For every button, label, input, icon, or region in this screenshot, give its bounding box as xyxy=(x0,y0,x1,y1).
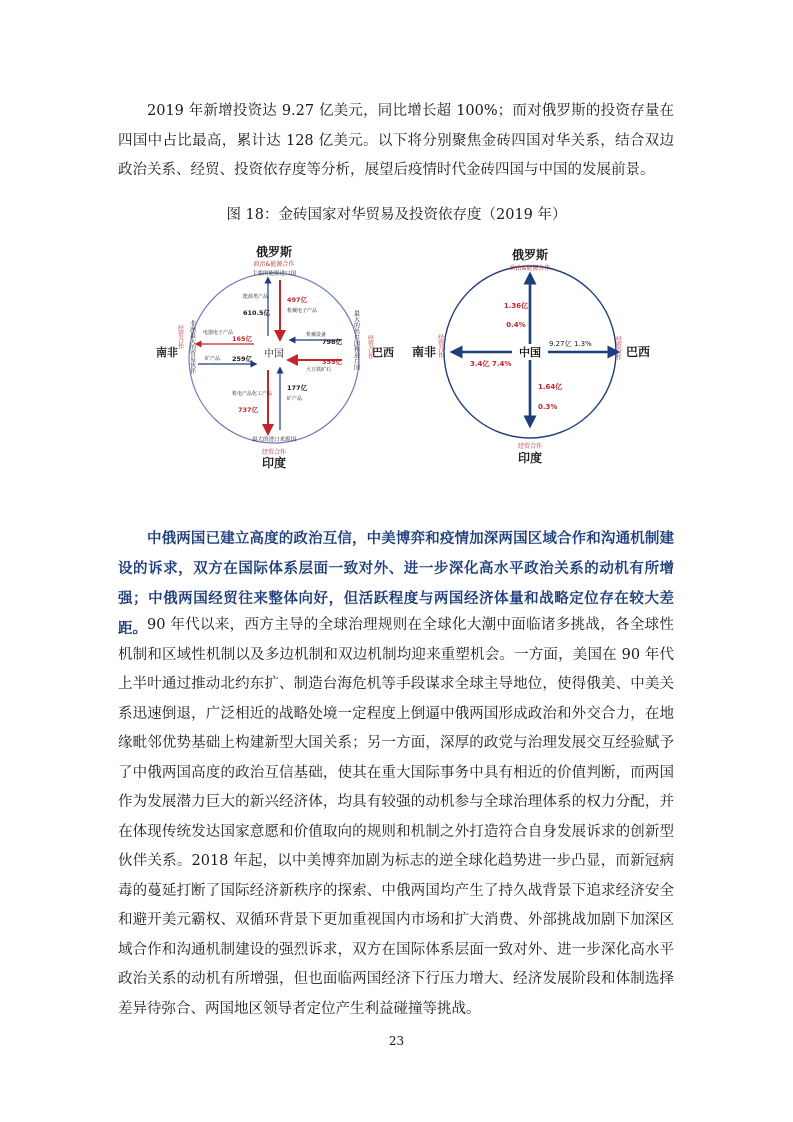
left-north-tag: 政治&能源合作 xyxy=(253,261,295,268)
sa-export-value: 259亿 xyxy=(232,355,253,363)
india-export-value: 177亿 xyxy=(287,384,308,392)
brazil-export-label: 大豆铁矿石 xyxy=(306,367,332,373)
right-west-name: 南非 xyxy=(412,345,437,359)
left-west-tag: 经贸合作 xyxy=(176,325,184,349)
right-west-value: 3.4亿 xyxy=(470,360,490,368)
trade-dependence-diagram xyxy=(150,240,400,472)
sa-import-value: 165亿 xyxy=(232,335,253,343)
left-south-name: 印度 xyxy=(261,456,287,470)
section-headline: 中俄两国已建立高度的政治互信，中美博弈和疫情加深两国区域合作和沟通机制建设的诉求，双方在国际体系层面一致对外、进一步深化高水平政治关系的动机有所增强；中俄两国经贸往来整体向好，但活跃程度与两国经济体量和战略定位存在较大差距。 xyxy=(118,531,674,637)
right-south-tag: 经贸合作 xyxy=(517,443,543,450)
left-south-note: 最大的进口来源国 xyxy=(251,437,297,443)
left-west-name: 南非 xyxy=(156,346,178,359)
right-north-tag: 政治&能源合作 xyxy=(509,265,551,272)
right-west-pct: 7.4% xyxy=(492,360,512,368)
right-center-name: 中国 xyxy=(519,346,541,359)
intro-text: 2019 年新增投资达 9.27 亿美元，同比增长超 100%；而对俄罗斯的投资存量在四国中占比最高，累计达 128 亿美元。以下将分别聚焦金砖四国对华关系，结合双边政治关系、经贸、投资依存度等分析，展望后疫情时代金砖四国与中国的发展前景。 xyxy=(118,103,674,178)
body-text: 90 年代以来，西方主导的全球治理规则在全球化大潮中面临诸多挑战，各全球性机制和区域性机制以及多边机制和双边机制均迎来重塑机会。一方面，美国在 90 年代上半叶通过推动北约东扩、制造台海危机等手段谋求全球主导地位，使得俄美、中美关系迅速倒退，广泛相近的战略处境一定程度上倒逼中俄两国形成政治和外交合力，在地缘毗邻优势基础上构建新型大国关系；另一方面，深厚的政党与治理发展交互经验赋予了中俄两国高度的政治互信基础，使其在重大国际事务中具有相近的价值判断，而两国作为发展潜力巨大的新兴经济体，均具有较强的动机参与全球治理体系的权力分配，并在体现传统发达国家意愿和价值取向的规则和机制之外打造符合自身发展诉求的创新型伙伴关系。2018 年起，以中美博弈加剧为标志的逆全球化趋势进一步凸显，而新冠病毒的蔓延打断了国际经济新秩序的探索、中俄两国均产生了持久战背景下追求经济安全和避开美元霸权、双循环背景下更加重视国内市场和扩大消费、外部挑战加剧下加深区域合作和沟通机制建设的强烈诉求，双方在国际体系层面一致对外、进一步深化高水平政治关系的动机有所增强，但也面临两国经济下行压力增大、经济发展阶段和体制选择差异待弥合、两国地区领导者定位产生利益碰撞等挑战。 xyxy=(118,617,674,1017)
right-west-tag: 经贸合作 xyxy=(436,334,444,358)
figure-title: 图 18：金砖国家对华贸易及投资依存度（2019 年） xyxy=(226,207,567,223)
right-north-value: 1.36亿 xyxy=(503,302,529,310)
investment-dependence-diagram xyxy=(408,240,668,472)
right-east-name: 巴西 xyxy=(626,345,651,359)
right-south-name: 印度 xyxy=(517,451,543,465)
right-east-value: 9.27亿 xyxy=(549,340,572,348)
left-center-name: 中国 xyxy=(264,349,284,360)
sa-import-label: 电器电子产品 xyxy=(203,330,234,336)
left-east-note: 最大的出口国和进口国 xyxy=(352,310,360,370)
intro-paragraph xyxy=(118,97,674,186)
brazil-export-value: 355亿 xyxy=(322,358,343,366)
left-north-name: 俄罗斯 xyxy=(255,245,293,259)
brazil-import-value: 798亿 xyxy=(322,338,343,346)
russia-export-label: 能源类产品 xyxy=(243,294,269,300)
page-number: 23 xyxy=(388,1034,405,1048)
russia-import-value: 497亿 xyxy=(287,296,308,304)
right-south-pct: 0.3% xyxy=(538,403,558,411)
right-east-tag: 经贸合作 xyxy=(614,336,622,360)
brazil-import-label: 机械设备 xyxy=(306,332,327,338)
left-east-tag: 经贸合作 xyxy=(366,335,374,359)
left-west-note: 非洲最大的贸易伙伴 xyxy=(188,320,196,374)
india-export-label: 矿产品 xyxy=(287,396,303,402)
right-north-name: 俄罗斯 xyxy=(511,248,549,262)
russia-export-value: 610.5亿 xyxy=(243,309,271,317)
right-south-value: 1.64亿 xyxy=(538,383,563,391)
left-east-name: 巴西 xyxy=(372,346,394,359)
body-paragraph xyxy=(118,611,674,1024)
sa-export-label: 矿产品 xyxy=(205,356,221,362)
left-south-tag: 经贸合作 xyxy=(261,449,287,456)
left-north-note: 主要的能源进口国 xyxy=(251,271,297,277)
india-import-value: 737亿 xyxy=(238,406,259,414)
right-north-pct: 0.4% xyxy=(506,321,526,329)
russia-import-label: 机械电子产品 xyxy=(287,308,318,314)
india-import-label: 机电产品化工产品 xyxy=(232,391,273,397)
right-east-pct: 1.3% xyxy=(574,340,592,348)
